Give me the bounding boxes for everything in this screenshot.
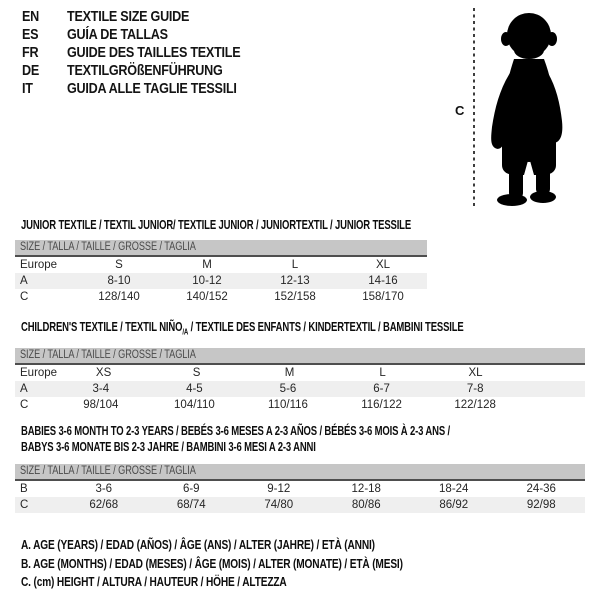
footnote-age-years: A. AGE (YEARS) / EDAD (AÑOS) / ÂGE (ANS) / ALTER (JAHRE) / ETÀ (ANNI) <box>21 537 375 552</box>
children-title-pre: CHILDREN'S TEXTILE / TEXTIL NIÑO <box>21 320 183 334</box>
footnote-age-months: B. AGE (MONTHS) / EDAD (MESES) / ÂGE (MOIS) / ALTER (MONATE) / ETÀ (MESI) <box>21 555 403 571</box>
row-label: A <box>20 275 28 287</box>
size-cell: XS <box>95 367 112 379</box>
size-header-label: SIZE / TALLA / TAILLE / GRÖSSE / TAGLIA <box>20 241 196 253</box>
height-cell: 128/140 <box>98 291 140 303</box>
junior-section-title: JUNIOR TEXTILE / TEXTIL JUNIOR/ TEXTILE JUNIOR / JUNIORTEXTIL / JUNIOR TESSILE <box>21 218 412 232</box>
height-dashed-line <box>473 8 475 209</box>
size-header-bar <box>15 240 427 257</box>
months-cell: 18-24 <box>439 483 469 495</box>
age-cell: 8-10 <box>107 275 131 287</box>
children-title-post: / TEXTILE DES ENFANTS / KINDERTEXTIL / BAMBINI TESSILE <box>188 320 464 334</box>
babies-section-title <box>21 423 450 455</box>
months-cell: 24-36 <box>526 483 556 495</box>
language-title: GUÍA DE TALLAS <box>67 26 168 43</box>
age-cell: 6-7 <box>373 383 390 395</box>
height-cell: 140/152 <box>186 291 228 303</box>
height-cell: 152/158 <box>274 291 316 303</box>
height-marker-label: C <box>455 103 465 118</box>
row-label: B <box>20 483 28 495</box>
height-cell: 68/74 <box>176 499 206 511</box>
months-cell: 3-6 <box>95 483 113 495</box>
table-spacer <box>522 397 585 413</box>
row-label: A <box>20 383 28 395</box>
children-section-title <box>21 319 464 341</box>
table-row-height <box>15 397 585 413</box>
row-label: Europe <box>20 259 58 271</box>
age-cell: 4-5 <box>186 383 203 395</box>
table-row-months <box>15 481 585 497</box>
table-row-height <box>15 289 427 305</box>
language-title: TEXTILE SIZE GUIDE <box>67 8 190 25</box>
children-title-sub: /A <box>182 327 189 337</box>
size-cell: L <box>379 367 386 379</box>
height-cell: 158/170 <box>362 291 404 303</box>
table-row-europe <box>15 365 585 381</box>
table-row-europe <box>15 257 427 273</box>
language-row <box>22 26 273 44</box>
babies-title-line1: BABIES 3-6 MONTH TO 2-3 YEARS / BEBÉS 3-6 MESES A 2-3 AÑOS / BÉBÉS 3-6 MOIS À 2-3 ANS / <box>21 424 450 438</box>
table-row-height <box>15 497 585 513</box>
language-row <box>22 8 273 26</box>
language-code: FR <box>22 44 39 61</box>
age-cell: 10-12 <box>192 275 222 287</box>
legend-footnotes <box>21 536 511 592</box>
language-title: TEXTILGRÖßENFÜHRUNG <box>67 62 223 79</box>
children-size-table <box>15 348 585 413</box>
size-header-label: SIZE / TALLA / TAILLE / GRÖSSE / TAGLIA <box>20 465 196 477</box>
row-label: Europe <box>20 367 58 379</box>
height-cell: 92/98 <box>526 499 556 511</box>
row-label: C <box>20 499 29 511</box>
toddler-silhouette-icon <box>484 7 579 212</box>
height-cell: 80/86 <box>351 499 381 511</box>
language-code: IT <box>22 80 33 97</box>
language-code: EN <box>22 8 40 25</box>
language-row <box>22 44 273 62</box>
height-cell: 104/110 <box>174 399 215 411</box>
footnote-height: C. (cm) HEIGHT / ALTURA / HAUTEUR / HÖHE / ALTEZZA <box>21 574 287 589</box>
row-label: C <box>20 399 29 411</box>
height-measure-figure <box>450 5 595 210</box>
height-cell: 74/80 <box>264 499 294 511</box>
size-cell: M <box>284 367 295 379</box>
size-header-bar <box>15 348 585 365</box>
height-cell: 122/128 <box>454 399 496 411</box>
height-cell: 98/104 <box>83 399 119 411</box>
language-code: ES <box>22 26 39 43</box>
size-cell: S <box>115 259 123 271</box>
age-cell: 12-13 <box>280 275 310 287</box>
size-header-label: SIZE / TALLA / TAILLE / GRÖSSE / TAGLIA <box>20 349 196 361</box>
age-cell: 3-4 <box>92 383 110 395</box>
size-cell: S <box>192 367 201 379</box>
size-header-bar <box>15 464 585 481</box>
size-cell: M <box>202 259 212 271</box>
babies-title-line2: BABYS 3-6 MONATE BIS 2-3 JAHRE / BAMBINI 3-6 MESI A 2-3 ANNI <box>21 440 316 454</box>
age-cell: 5-6 <box>279 383 297 395</box>
language-row <box>22 62 273 80</box>
size-cell: L <box>291 259 299 271</box>
language-title: GUIDE DES TAILLES TEXTILE <box>67 44 241 61</box>
language-title: GUIDA ALLE TAGLIE TESSILI <box>67 80 237 97</box>
language-code: DE <box>22 62 40 79</box>
table-spacer <box>522 365 585 381</box>
language-title-list <box>22 8 273 98</box>
size-cell: XL <box>375 259 391 271</box>
months-cell: 6-9 <box>182 483 200 495</box>
babies-size-table <box>15 464 585 513</box>
height-cell: 86/92 <box>439 499 469 511</box>
size-cell: XL <box>468 367 483 379</box>
table-row-age <box>15 381 585 397</box>
height-cell: 116/122 <box>361 399 402 411</box>
table-row-age <box>15 273 427 289</box>
height-cell: 110/116 <box>268 399 308 411</box>
table-spacer <box>522 381 585 397</box>
age-cell: 14-16 <box>368 275 398 287</box>
row-label: C <box>20 291 29 303</box>
junior-size-table <box>15 240 427 305</box>
age-cell: 7-8 <box>466 383 484 395</box>
height-cell: 62/68 <box>89 499 119 511</box>
months-cell: 12-18 <box>351 483 381 495</box>
language-row <box>22 80 273 98</box>
months-cell: 9-12 <box>267 483 291 495</box>
